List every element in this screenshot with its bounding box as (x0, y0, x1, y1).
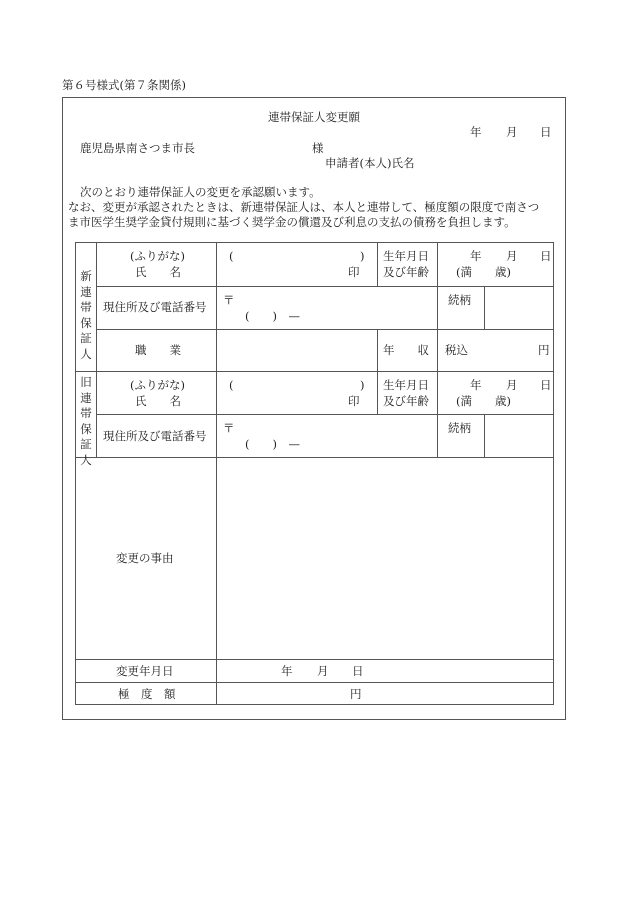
new-guarantor-section-label: 新連帯保証人 (80, 269, 92, 361)
new-seal-mark: 印 (348, 265, 360, 279)
change-date-day: 日 (352, 664, 364, 678)
body-line-3: ま市医学生奨学金貸付規則に基づく奨学金の償還及び利息の支払の債務を負担します。 (68, 215, 516, 229)
old-age-label: (満 歳) (456, 394, 511, 408)
new-income-label: 年 収 (383, 343, 429, 357)
honorific: 様 (312, 141, 324, 155)
addressee: 鹿児島県南さつま市長 (80, 141, 195, 155)
change-date-label: 変更年月日 (116, 664, 174, 678)
form-number: 第６号様式(第７条関係) (62, 78, 186, 92)
old-relation-label: 続柄 (448, 421, 471, 435)
old-seal-mark: 印 (348, 394, 360, 408)
old-birth-day: 日 (540, 378, 552, 392)
new-birth-label-2: 及び年齢 (383, 265, 429, 279)
new-income-yen: 円 (538, 343, 550, 357)
new-age-label: (満 歳) (456, 265, 511, 279)
new-occupation-label: 職 業 (135, 343, 181, 357)
old-address-label: 現住所及び電話番号 (103, 429, 207, 443)
change-reason-label: 変更の事由 (116, 551, 174, 565)
old-name-paren-open: ( (229, 378, 234, 392)
old-birth-label-2: 及び年齢 (383, 394, 429, 408)
limit-amount-yen: 円 (350, 687, 362, 701)
old-birth-year: 年 (470, 378, 482, 392)
new-birth-year: 年 (470, 249, 482, 263)
old-postal-mark: 〒 (223, 421, 235, 435)
body-line-1: 次のとおり連帯保証人の変更を承認願います。 (80, 185, 321, 199)
old-birth-label-1: 生年月日 (383, 378, 429, 392)
new-birth-day: 日 (540, 249, 552, 263)
old-phone-format: ( ) — (245, 437, 300, 451)
limit-amount-label: 極 度 額 (118, 687, 176, 701)
new-postal-mark: 〒 (223, 293, 235, 307)
new-address-label: 現住所及び電話番号 (103, 300, 207, 314)
new-name-label: 氏 名 (135, 265, 181, 279)
date-day: 日 (540, 125, 552, 139)
change-date-month: 月 (317, 664, 329, 678)
new-name-paren-close: ) (360, 249, 365, 263)
new-birth-label-1: 生年月日 (383, 249, 429, 263)
new-birth-month: 月 (506, 249, 518, 263)
change-date-year: 年 (281, 664, 293, 678)
date-month: 月 (506, 125, 518, 139)
new-tax-label: 税込 (445, 343, 468, 357)
old-furigana-label: (ふりがな) (130, 378, 185, 392)
body-line-2: なお、変更が承認されたときは、新連帯保証人は、本人と連帯して、極度額の限度で南さつ (68, 200, 540, 214)
old-name-paren-close: ) (360, 378, 365, 392)
new-name-paren-open: ( (229, 249, 234, 263)
new-furigana-label: (ふりがな) (130, 249, 185, 263)
applicant-name-label: 申請者(本人)氏名 (325, 156, 415, 170)
old-guarantor-section-label: 旧連帯保証人 (80, 375, 92, 467)
new-phone-format: ( ) — (245, 309, 300, 323)
old-birth-month: 月 (506, 378, 518, 392)
old-name-label: 氏 名 (135, 394, 181, 408)
date-year: 年 (470, 125, 482, 139)
new-relation-label: 続柄 (448, 293, 471, 307)
form-title: 連帯保証人変更願 (268, 110, 360, 124)
